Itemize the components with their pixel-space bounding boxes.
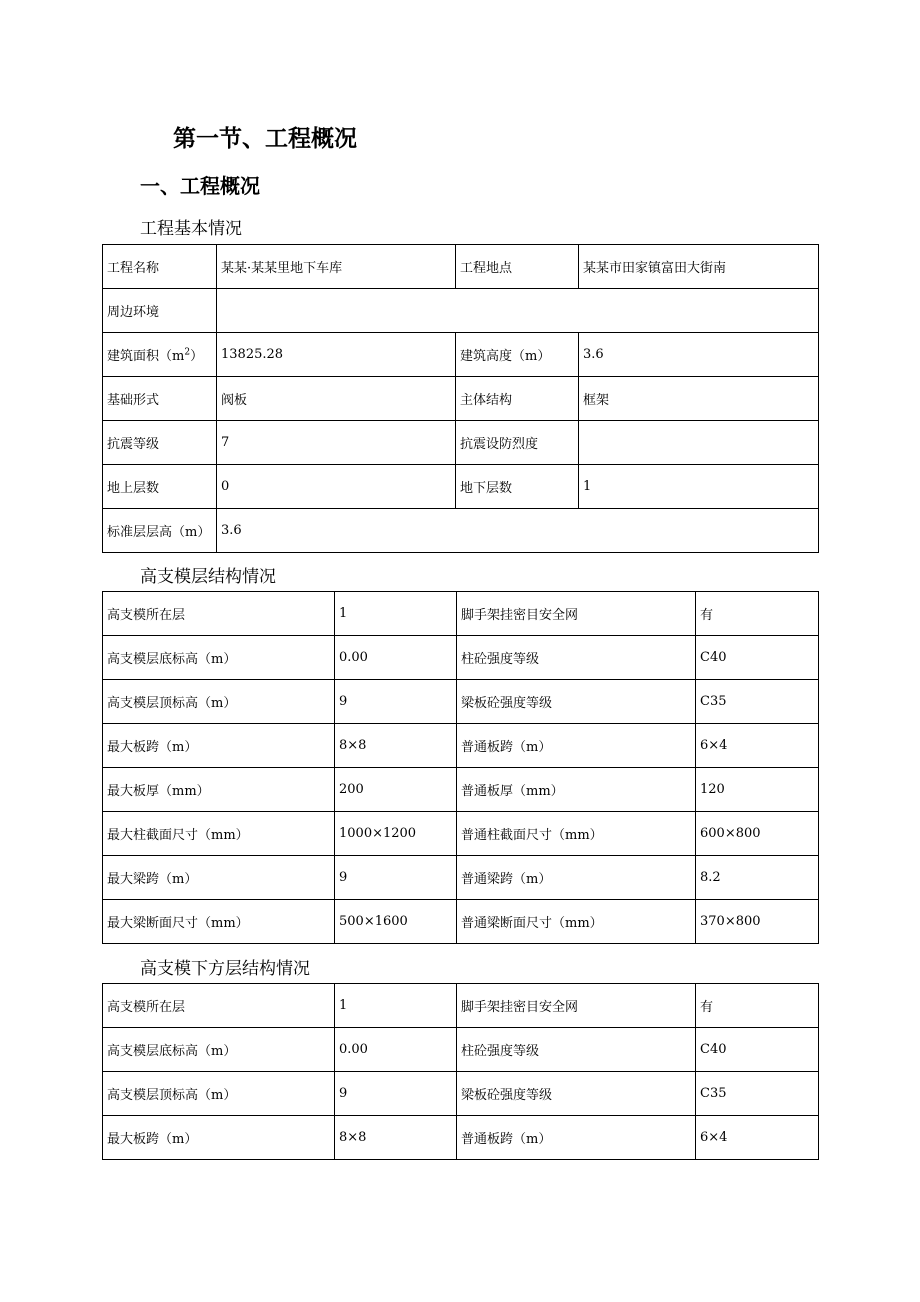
label-cell: 普通板跨（m） [457, 724, 696, 768]
lower-layer-table [102, 983, 819, 1160]
label-cell: 建筑高度（m） [456, 333, 579, 377]
label-cell: 主体结构 [456, 377, 579, 421]
label-cell: 普通梁断面尺寸（mm） [457, 900, 696, 944]
table3-caption: 高支模下方层结构情况 [140, 959, 310, 979]
label-cell: 地下层数 [456, 465, 579, 509]
label-cell: 最大板跨（m） [103, 1116, 335, 1160]
value-cell: 1 [335, 592, 457, 636]
label-close: ） [190, 349, 204, 364]
label-cell: 最大梁跨（m） [103, 856, 335, 900]
value-cell: 1000×1200 [335, 812, 457, 856]
table-row [103, 1116, 819, 1160]
subsection-title: 一、工程概况 [140, 174, 260, 198]
value-cell: 0.00 [335, 636, 457, 680]
label-cell: 普通板厚（mm） [457, 768, 696, 812]
value-cell: 9 [335, 680, 457, 724]
table-row [103, 724, 819, 768]
table-row [103, 900, 819, 944]
label-cell: 基础形式 [103, 377, 217, 421]
label-cell: 普通梁跨（m） [457, 856, 696, 900]
table-row [103, 1072, 819, 1116]
project-basic-table [102, 244, 819, 553]
label-cell: 脚手架挂密目安全网 [457, 984, 696, 1028]
label-cell: 工程名称 [103, 245, 217, 289]
value-cell: 有 [696, 592, 819, 636]
label-cell: 高支模层顶标高（m） [103, 1072, 335, 1116]
value-cell: 7 [217, 421, 456, 465]
label-cell: 梁板砼强度等级 [457, 1072, 696, 1116]
value-cell: 6×4 [696, 724, 819, 768]
value-cell: 200 [335, 768, 457, 812]
value-cell: 0 [217, 465, 456, 509]
table-row [103, 592, 819, 636]
label-cell: 高支模所在层 [103, 592, 335, 636]
value-cell: C35 [696, 1072, 819, 1116]
value-cell: 600×800 [696, 812, 819, 856]
table-row [103, 421, 819, 465]
label-cell: 高支模所在层 [103, 984, 335, 1028]
label-cell: 高支模层底标高（m） [103, 636, 335, 680]
table-row [103, 680, 819, 724]
label-cell: 脚手架挂密目安全网 [457, 592, 696, 636]
label-cell: 工程地点 [456, 245, 579, 289]
table-row [103, 812, 819, 856]
label-text: 建筑面积（m [107, 349, 185, 364]
value-cell: 370×800 [696, 900, 819, 944]
label-cell: 最大梁断面尺寸（mm） [103, 900, 335, 944]
value-cell: 6×4 [696, 1116, 819, 1160]
value-cell: 1 [335, 984, 457, 1028]
value-cell: 1 [579, 465, 819, 509]
table1-caption: 工程基本情况 [140, 219, 242, 239]
value-cell: 8.2 [696, 856, 819, 900]
table-row [103, 289, 819, 333]
value-cell: 13825.28 [217, 333, 456, 377]
value-cell: 8×8 [335, 1116, 457, 1160]
value-cell: 8×8 [335, 724, 457, 768]
value-cell: 有 [696, 984, 819, 1028]
label-cell: 抗震设防烈度 [456, 421, 579, 465]
label-cell: 普通柱截面尺寸（mm） [457, 812, 696, 856]
label-cell: 柱砼强度等级 [457, 1028, 696, 1072]
table-row [103, 856, 819, 900]
value-cell: C40 [696, 636, 819, 680]
value-cell: 3.6 [217, 509, 819, 553]
table-row [103, 1028, 819, 1072]
section-title: 第一节、工程概况 [173, 126, 357, 152]
table-row [103, 636, 819, 680]
table-row [103, 984, 819, 1028]
label-cell: 最大板厚（mm） [103, 768, 335, 812]
value-cell: 某某·某某里地下车库 [217, 245, 456, 289]
value-cell: C35 [696, 680, 819, 724]
table-row [103, 333, 819, 377]
superscript: 2 [184, 347, 191, 358]
value-cell: 框架 [579, 377, 819, 421]
value-cell: 3.6 [579, 333, 819, 377]
value-cell: 0.00 [335, 1028, 457, 1072]
value-cell [217, 289, 819, 333]
label-cell: 标准层层高（m） [103, 509, 217, 553]
value-cell: 某某市田家镇富田大街南 [579, 245, 819, 289]
label-cell: 高支模层顶标高（m） [103, 680, 335, 724]
value-cell: 9 [335, 856, 457, 900]
table-row [103, 465, 819, 509]
label-cell [103, 333, 217, 377]
label-cell: 梁板砼强度等级 [457, 680, 696, 724]
value-cell: 120 [696, 768, 819, 812]
table2-caption: 高支模层结构情况 [140, 567, 276, 587]
label-cell: 普通板跨（m） [457, 1116, 696, 1160]
value-cell: 9 [335, 1072, 457, 1116]
table-row [103, 768, 819, 812]
label-cell: 地上层数 [103, 465, 217, 509]
label-cell: 最大板跨（m） [103, 724, 335, 768]
value-cell: 阀板 [217, 377, 456, 421]
label-cell: 高支模层底标高（m） [103, 1028, 335, 1072]
table-row [103, 245, 819, 289]
formwork-layer-table [102, 591, 819, 944]
table-row [103, 377, 819, 421]
label-cell: 抗震等级 [103, 421, 217, 465]
label-cell: 周边环境 [103, 289, 217, 333]
value-cell: 500×1600 [335, 900, 457, 944]
label-cell: 柱砼强度等级 [457, 636, 696, 680]
value-cell: C40 [696, 1028, 819, 1072]
value-cell [579, 421, 819, 465]
label-cell: 最大柱截面尺寸（mm） [103, 812, 335, 856]
table-row [103, 509, 819, 553]
